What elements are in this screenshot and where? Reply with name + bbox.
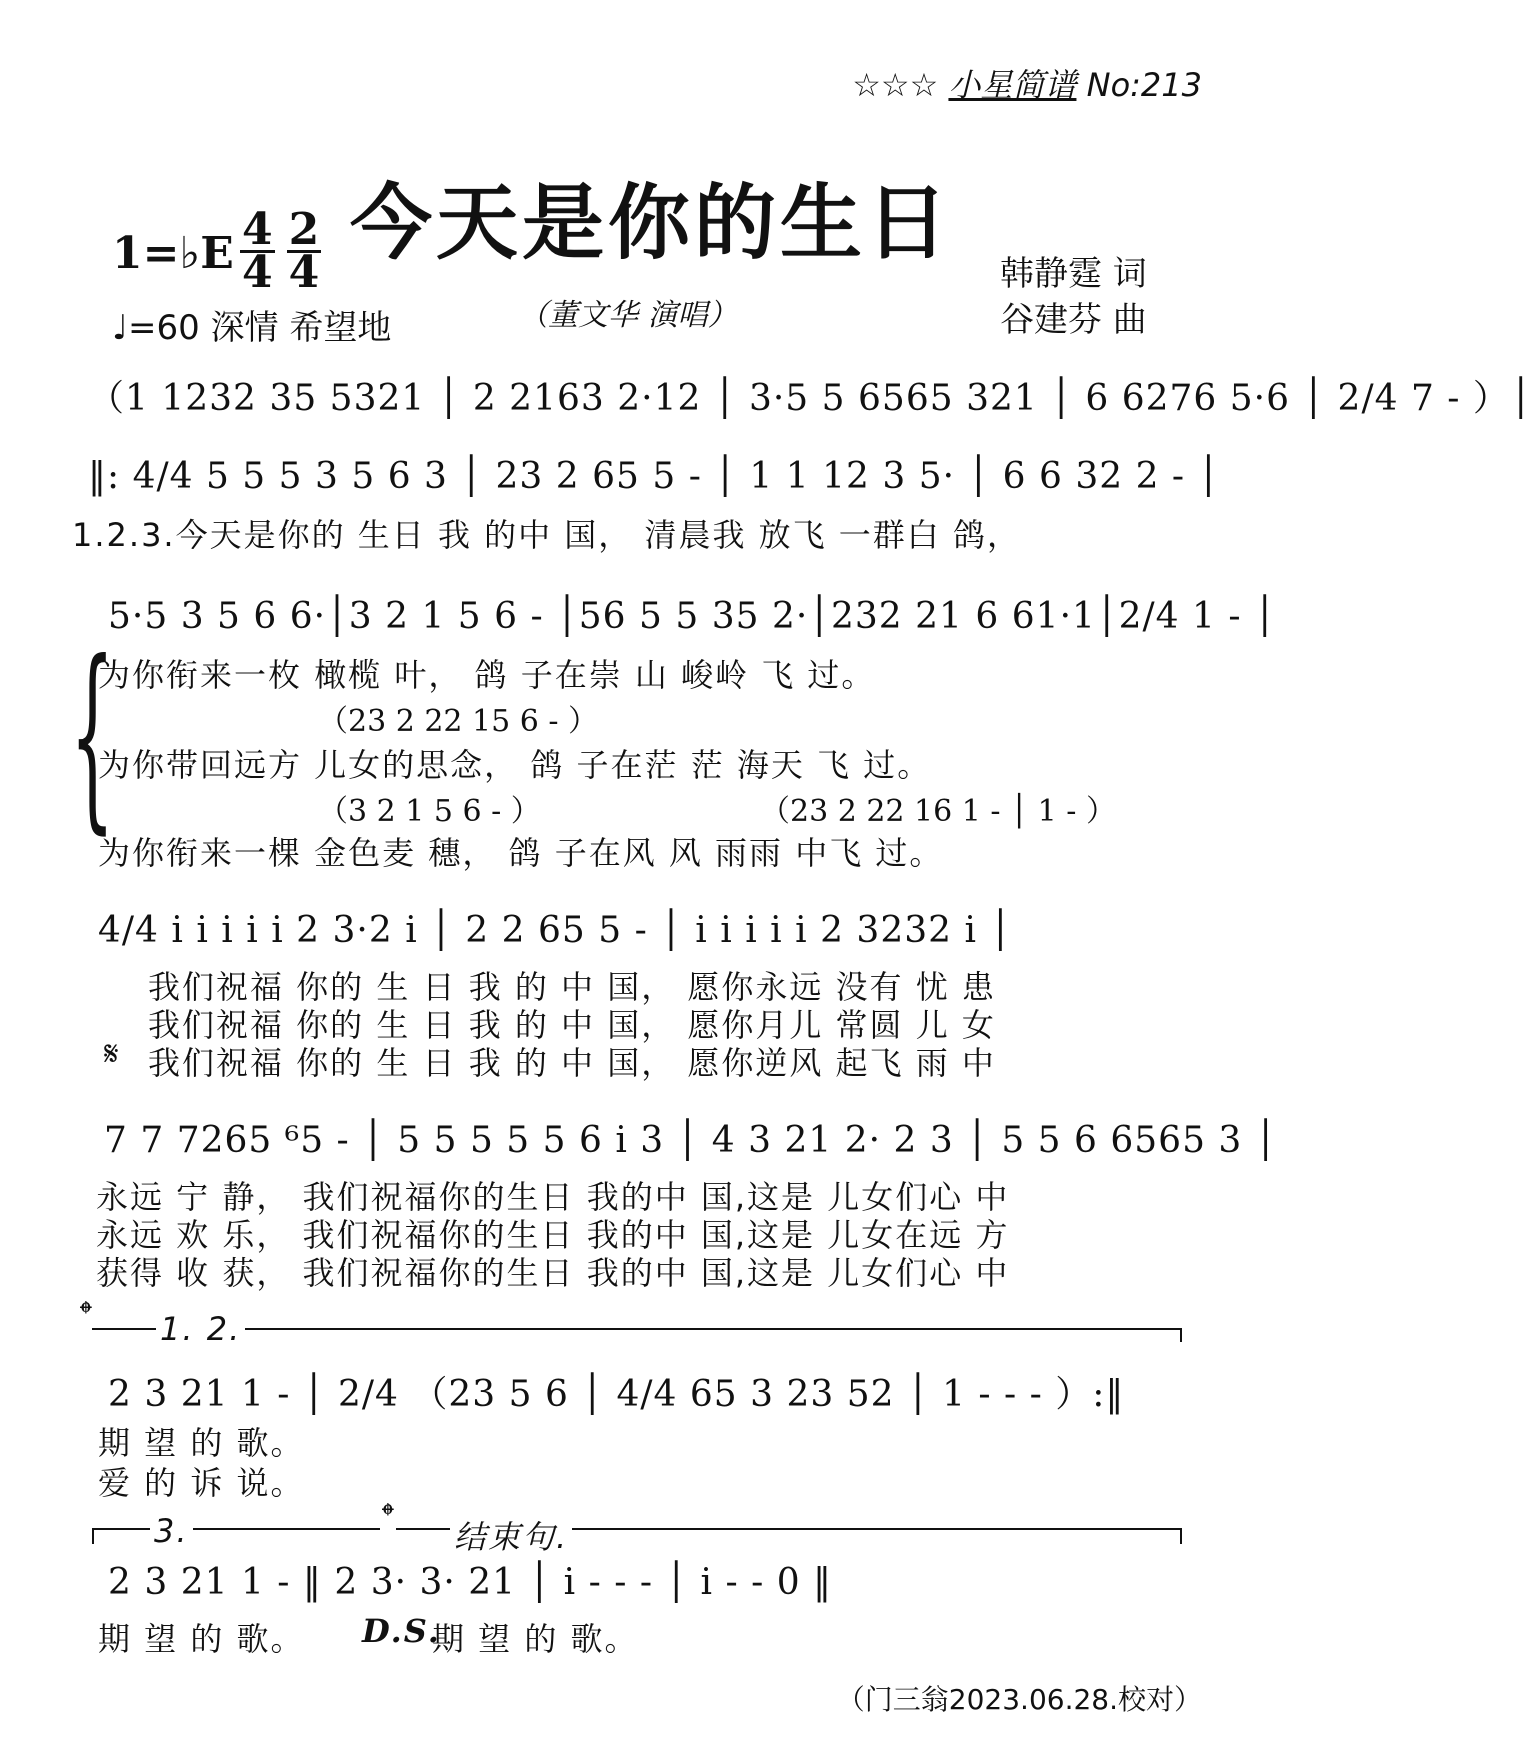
verse-line2-alt-notes-2b: （23 2 22 16 1 - │ 1 - ） <box>760 794 1116 829</box>
volta-1-2-label: 1. 2. <box>156 1310 245 1348</box>
ending-1-2-lyric-2: 爱 的 诉 说。 <box>98 1464 305 1502</box>
volta-bracket-2 <box>92 1528 1182 1530</box>
verse-brace: { <box>70 619 115 852</box>
chorus-line1-lyric-1: 我们祝福 你的 生 日 我 的 中 国， 愿你永远 没有 忧 患 <box>148 968 996 1006</box>
ending-1-2-notes: 2 3 21 1 - │ 2/4 （23 5 6 │ 4/4 65 3 23 52 │ 1 - - - ）:‖ <box>108 1374 1125 1415</box>
time-signatures <box>240 204 321 299</box>
verse-line2-notes: 5·5 3 5 6 6·│3 2 1 5 6 - │56 5 5 35 2·│232 21 6 61·1│2/4 1 - │ <box>108 596 1277 637</box>
volta-bracket-2-start <box>92 1528 94 1544</box>
rating-stars: ☆☆☆ <box>852 66 939 104</box>
verse-line2-lyric-1: 为你衔来一枚 橄榄 叶， 鸽 子在崇 山 峻岭 飞 过。 <box>98 656 876 694</box>
volta-bracket-1-end <box>1180 1328 1182 1342</box>
segno-sign: 𝄋 <box>104 1034 119 1074</box>
final-lyric: 期 望 的 歌。 <box>432 1620 639 1658</box>
ending-3-notes: 2 3 21 1 - ‖ 2 3· 3· 21 │ i - - - │ i - - 0 ‖ <box>108 1562 833 1603</box>
song-title: 今天是你的生日 <box>350 175 953 271</box>
tempo-marking: ♩=60 深情 希望地 <box>112 308 392 348</box>
chorus-line2-notes: 7 7 7265 ⁶5 - │ 5 5 5 5 5 6 i 3 │ 4 3 21 2· 2 3 │ 5 5 6 6565 3 │ <box>104 1120 1278 1161</box>
coda-sign-2: 𝄌 <box>382 1496 394 1536</box>
coda-sign-1: 𝄌 <box>80 1294 92 1334</box>
verse-line2-lyric-3: 为你衔来一棵 金色麦 穗， 鸽 子在风 风 雨雨 中飞 过。 <box>98 834 944 872</box>
volta-bracket-2-end <box>1180 1528 1182 1544</box>
dal-segno-mark: D.S. <box>362 1612 441 1650</box>
time-signature-4-4: 4 4 <box>242 204 273 299</box>
chorus-line1-notes: 4/4 i i i i i 2 3·2 i │ 2 2 65 5 - │ i i i i i 2 3232 i │ <box>98 910 1013 951</box>
ending-1-2-lyric-1: 期 望 的 歌。 <box>98 1424 305 1462</box>
chorus-line2-lyric-1: 永远 宁 静， 我们祝福你的生日 我的中 国,这是 儿女们心 中 <box>96 1178 1010 1216</box>
time-signature-2-4: 2 4 <box>288 204 320 299</box>
key-signature: 1=♭E <box>112 228 234 279</box>
score-number: No:213 <box>1086 66 1202 104</box>
ending-label: 结束句. <box>450 1512 572 1558</box>
composer-credit: 谷建芬 曲 <box>1000 300 1147 340</box>
verse-line1-lyric: 1.2.3.今天是你的 生日 我 的中 国， 清晨我 放飞 一群白 鸽， <box>72 516 1021 554</box>
chorus-line1-lyric-3: 我们祝福 你的 生 日 我 的 中 国， 愿你逆风 起飞 雨 中 <box>148 1044 996 1082</box>
ending-3-lyric: 期 望 的 歌。 <box>98 1620 305 1658</box>
lyricist-credit: 韩静霆 词 <box>1000 254 1147 294</box>
proofread-note: （门三翁2023.06.28.校对） <box>836 1683 1202 1716</box>
chorus-line1-lyric-2: 我们祝福 你的 生 日 我 的 中 国， 愿你月儿 常圆 儿 女 <box>148 1006 996 1044</box>
chorus-line2-lyric-3: 获得 收 获， 我们祝福你的生日 我的中 国,这是 儿女们心 中 <box>96 1254 1010 1292</box>
volta-3-label: 3. <box>150 1512 193 1550</box>
verse-line2-alt-notes-2a: （3 2 1 5 6 - ） <box>318 794 541 829</box>
verse-line1-notes: ‖: 4/4 5 5 5 3 5 6 3 │ 23 2 65 5 - │ 1 1 12 3 5· │ 6 6 32 2 - │ <box>88 456 1221 497</box>
verse-line2-alt-notes-1: （23 2 22 15 6 - ） <box>318 704 599 739</box>
chorus-line2-lyric-2: 永远 欢 乐， 我们祝福你的生日 我的中 国,这是 儿女在远 方 <box>96 1216 1010 1254</box>
verse-line2-lyric-2: 为你带回远方 儿女的思念， 鸽 子在茫 茫 海天 飞 过。 <box>98 746 932 784</box>
singer-credit: （董文华 演唱） <box>518 298 738 333</box>
intro-notes: （1 1232 35 5321 │ 2 2163 2·12 │ 3·5 5 6565 321 │ 6 6276 5·6 │ 2/4 7 - ）│ <box>88 378 1533 419</box>
volta-bracket-1 <box>92 1328 1182 1330</box>
site-header <box>852 60 1202 106</box>
site-name: 小星简谱 <box>948 66 1077 104</box>
